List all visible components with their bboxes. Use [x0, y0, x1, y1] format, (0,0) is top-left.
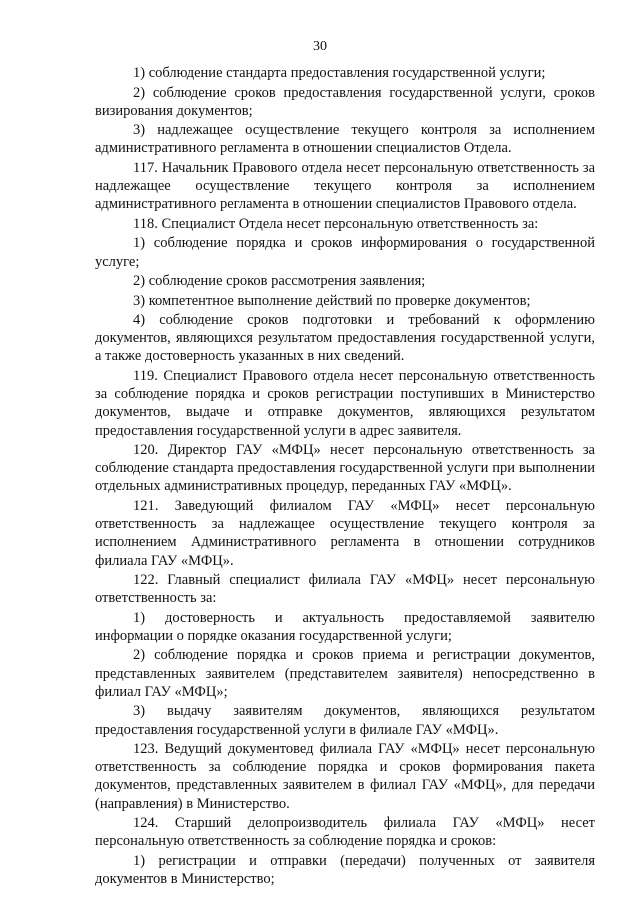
paragraph: 1) соблюдение порядка и сроков информирования о государственной услуге; — [95, 235, 595, 270]
paragraph: 3) надлежащее осуществление текущего контроля за исполнением административного регламента в отношении специалистов Отдела. — [95, 122, 595, 157]
paragraph: 122. Главный специалист филиала ГАУ «МФЦ» несет персональную ответственность за: — [95, 572, 595, 607]
page-number: 30 — [313, 39, 327, 54]
paragraph: 3) компетентное выполнение действий по проверке документов; — [133, 292, 531, 309]
paragraph: 1) достоверность и актуальность предоставляемой заявителю информации о порядке оказания государственной услуги; — [95, 609, 595, 644]
paragraph: 117. Начальник Правового отдела несет персональную ответственность за надлежащее осуществление текущего контроля за исполнением административного регламента в отношении специалистов Правового отдела. — [95, 159, 595, 213]
paragraph: 121. Заведующий филиалом ГАУ «МФЦ» несет персональную ответственность за надлежащее осуществление текущего контроля за исполнением Административного регламента в отношении сотрудников филиала ГАУ «МФЦ». — [95, 497, 595, 569]
paragraph: 3) выдачу заявителям документов, являющихся результатом предоставления государственной услуги в филиале ГАУ «МФЦ». — [95, 703, 595, 738]
paragraph: 123. Ведущий документовед филиала ГАУ «МФЦ» несет персональную ответственность за соблюдение порядка и сроков формирования пакета документов, представленных заявителем в филиал ГАУ «МФЦ», для передачи (направления) в Министерство. — [95, 741, 595, 812]
paragraph: 118. Специалист Отдела несет персональную ответственность за: — [133, 215, 539, 232]
paragraph: 2) соблюдение сроков предоставления государственной услуги, сроков визирования документов; — [95, 84, 595, 119]
paragraph: 4) соблюдение сроков подготовки и требований к оформлению документов, являющихся результатом предоставления государственной услуги, а также достоверность указанных в них сведений. — [95, 312, 595, 365]
paragraph: 2) соблюдение порядка и сроков приема и регистрации документов, представленных заявителем (представителем заявителя) непосредственно в филиал ГАУ «МФЦ»; — [95, 647, 595, 700]
paragraph: 1) регистрации и отправки (передачи) полученных от заявителя документов в Министерство; — [95, 852, 595, 888]
paragraph: 120. Директор ГАУ «МФЦ» несет персональную ответственность за соблюдение стандарта предоставления государственной услуги при выполнении отдельных административных процедур, переданных ГАУ «МФЦ». — [95, 442, 595, 495]
paragraph: 124. Старший делопроизводитель филиала ГАУ «МФЦ» несет персональную ответственность за соблюдение порядка и сроков: — [95, 815, 595, 850]
paragraph: 119. Специалист Правового отдела несет персональную ответственность за соблюдение порядка и сроков регистрации поступивших в Министерство документов, выдаче и отправке документов, являющихся результатом предоставления государственной услуги в адрес заявителя. — [95, 367, 595, 439]
paragraph: 1) соблюдение стандарта предоставления государственной услуги; — [133, 65, 546, 81]
document-body — [95, 64, 595, 890]
paragraph: 2) соблюдение сроков рассмотрения заявления; — [133, 273, 426, 290]
